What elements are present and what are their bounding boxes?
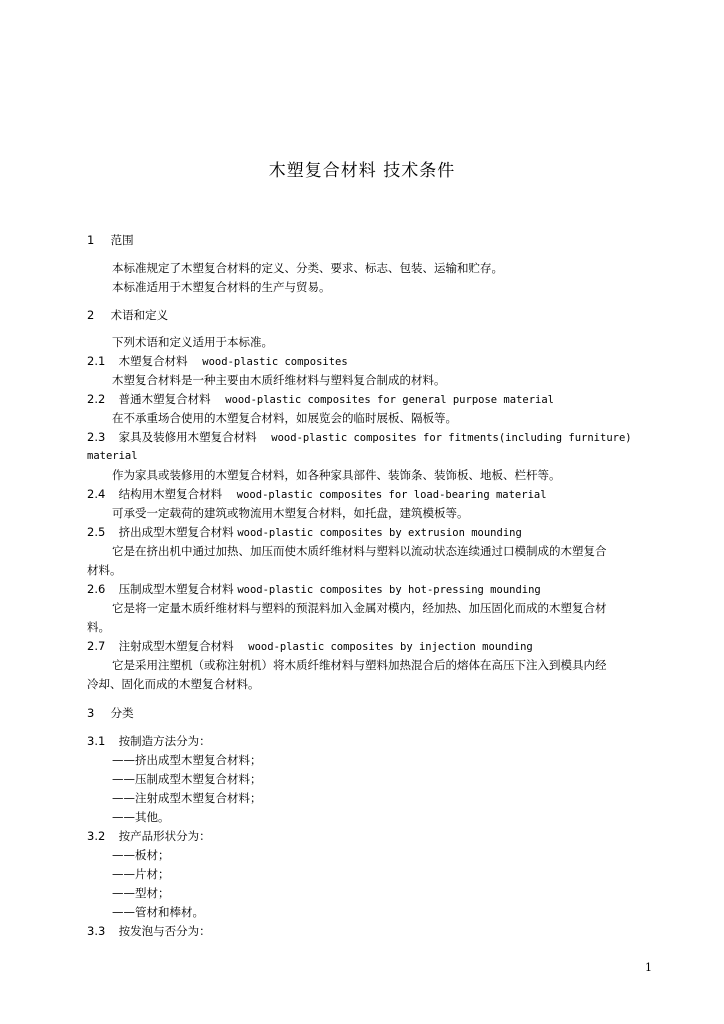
term-definition-continued: 冷却、固化而成的木塑复合材料。 xyxy=(87,677,260,691)
term-definition: 它是采用注塑机（或称注射机）将木质纤维材料与塑料加热混合后的熔体在高压下注入到模具内经 xyxy=(112,658,607,672)
paragraph: 本标准适用于木塑复合材料的生产与贸易。 xyxy=(112,280,331,294)
clause-number: 3.1 xyxy=(87,734,106,748)
section-number: 3 xyxy=(87,706,95,720)
clause-number: 3.3 xyxy=(87,924,106,938)
list-item: ——片材； xyxy=(112,867,170,881)
term-heading xyxy=(87,639,533,654)
term-definition-continued: 料。 xyxy=(87,620,110,634)
clause-number: 3.2 xyxy=(87,829,106,843)
term-zh: 结构用木塑复合材料 xyxy=(118,487,223,501)
term-definition: 它是将一定量木质纤维材料与塑料的预混料加入金属对模内，经加热、加压固化而成的木塑复合材 xyxy=(112,601,607,615)
term-number: 2.1 xyxy=(87,354,106,368)
term-definition: 它是在挤出机中通过加热、加压而使木质纤维材料与塑料以流动状态连续通过口模制成的木塑复合 xyxy=(112,544,607,558)
term-number: 2.2 xyxy=(87,392,106,406)
list-item: ——管材和棒材。 xyxy=(112,905,204,919)
term-heading xyxy=(87,354,348,369)
list-item: ——压制成型木塑复合材料； xyxy=(112,772,262,786)
term-zh: 注射成型木塑复合材料 xyxy=(118,639,234,653)
term-definition: 作为家具或装修用的木塑复合材料，如各种家具部件、装饰条、装饰板、地板、栏杆等。 xyxy=(112,468,561,482)
term-en: wood-plastic composites by injection mounding xyxy=(248,641,533,653)
section-1-heading xyxy=(87,233,134,247)
clause-heading xyxy=(87,734,211,748)
paragraph: 下列术语和定义适用于本标准。 xyxy=(112,335,273,349)
list-item: ——型材； xyxy=(112,886,170,900)
term-definition: 在不承重场合使用的木塑复合材料，如展览会的临时展板、隔板等。 xyxy=(112,411,457,425)
term-number: 2.5 xyxy=(87,525,106,539)
clause-heading xyxy=(87,924,211,938)
term-heading xyxy=(87,582,541,597)
term-definition: 木塑复合材料是一种主要由木质纤维材料与塑料复合制成的材料。 xyxy=(112,373,446,387)
document-title: 木塑复合材料 技术条件 xyxy=(268,161,456,181)
term-en: wood-plastic composites by extrusion mounding xyxy=(237,527,522,539)
section-title: 范围 xyxy=(110,233,134,247)
term-heading xyxy=(87,525,522,540)
page-number: 1 xyxy=(645,961,652,974)
section-3-heading xyxy=(87,706,134,720)
section-title: 术语和定义 xyxy=(110,308,169,322)
term-number: 2.6 xyxy=(87,582,106,596)
paragraph: 本标准规定了木塑复合材料的定义、分类、要求、标志、包装、运输和贮存。 xyxy=(112,261,503,275)
section-2-heading xyxy=(87,308,168,322)
list-item: ——挤出成型木塑复合材料； xyxy=(112,753,262,767)
term-definition-continued: 材料。 xyxy=(87,563,122,577)
clause-title: 按发泡与否分为： xyxy=(118,924,211,938)
term-definition: 可承受一定载荷的建筑或物流用木塑复合材料，如托盘，建筑模板等。 xyxy=(112,506,469,520)
section-number: 1 xyxy=(87,233,95,247)
list-item: ——板材； xyxy=(112,848,170,862)
term-en-continued: material xyxy=(87,450,138,462)
term-en: wood-plastic composites xyxy=(202,356,348,368)
term-en: wood-plastic composites for general purpose material xyxy=(225,394,555,406)
term-en: wood-plastic composites for fitments(including furniture) xyxy=(271,432,632,444)
term-zh: 压制成型木塑复合材料 xyxy=(118,582,234,596)
list-item: ——注射成型木塑复合材料； xyxy=(112,791,262,805)
term-number: 2.3 xyxy=(87,430,106,444)
term-zh: 木塑复合材料 xyxy=(118,354,188,368)
term-heading xyxy=(87,392,554,407)
clause-heading xyxy=(87,829,211,843)
term-heading xyxy=(87,430,632,445)
term-heading xyxy=(87,487,547,502)
clause-title: 按产品形状分为： xyxy=(118,829,211,843)
clause-title: 按制造方法分为： xyxy=(118,734,211,748)
term-number: 2.4 xyxy=(87,487,106,501)
list-item: ——其他。 xyxy=(112,810,170,824)
term-en: wood-plastic composites for load-bearing material xyxy=(236,489,547,501)
term-number: 2.7 xyxy=(87,639,106,653)
section-number: 2 xyxy=(87,308,95,322)
term-zh: 家具及装修用木塑复合材料 xyxy=(118,430,257,444)
section-title: 分类 xyxy=(110,706,134,720)
term-en: wood-plastic composites by hot-pressing mounding xyxy=(237,584,541,596)
term-zh: 挤出成型木塑复合材料 xyxy=(118,525,234,539)
term-zh: 普通木塑复合材料 xyxy=(118,392,211,406)
